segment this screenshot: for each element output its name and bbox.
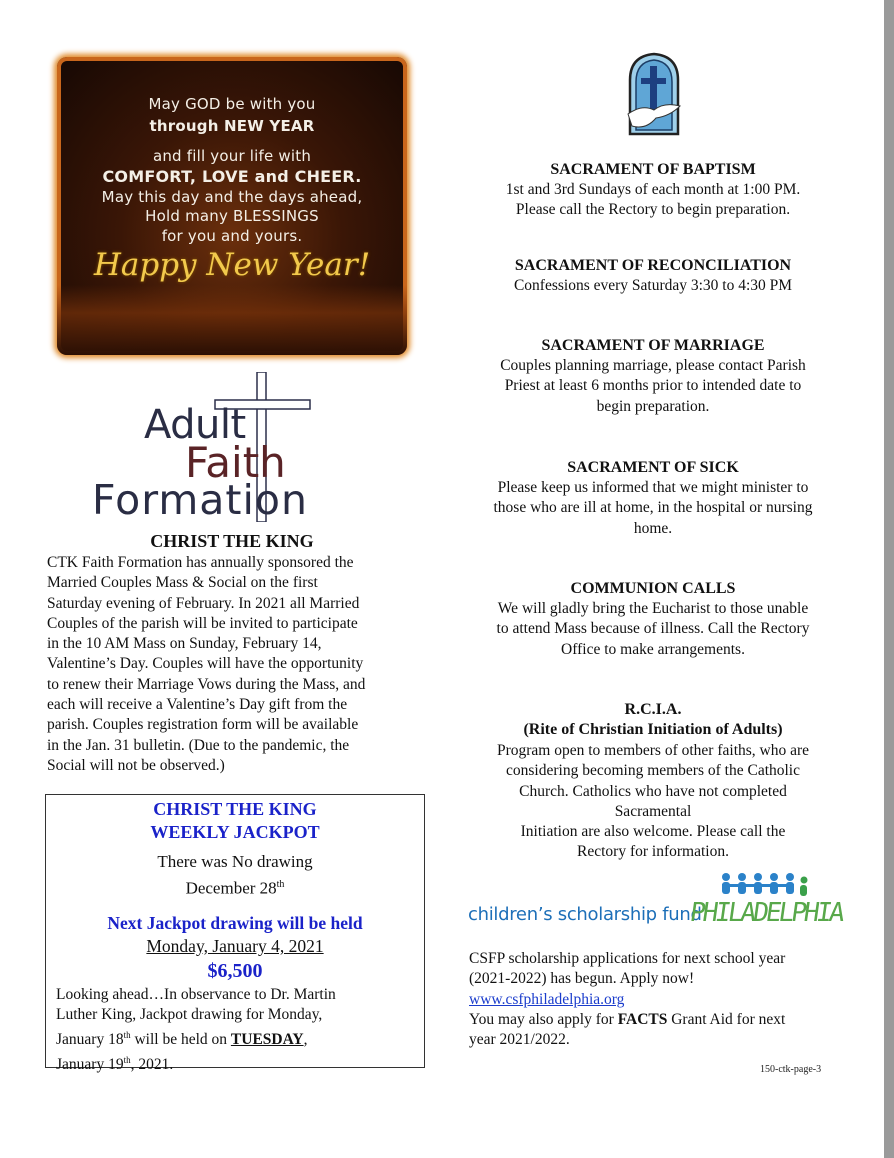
jackpot-tuesday: TUESDAY — [230, 1031, 304, 1049]
jackpot-ahead-line — [56, 1050, 416, 1075]
jackpot-ahead-line: Looking ahead…In observance to Dr. Martin — [56, 986, 336, 1003]
csf-text — [469, 949, 869, 1050]
csf-facts: FACTS — [617, 1010, 668, 1028]
jackpot-amount: $6,500 — [207, 960, 263, 982]
card-line-6: Hold many BLESSINGS — [145, 207, 319, 225]
ctk-line: Married Couples Mass & Social on the first — [47, 574, 318, 592]
rcia-line: considering becoming members of the Catholic — [506, 762, 800, 780]
jackpot-december-sup: th — [276, 879, 285, 890]
rcia-body — [455, 741, 851, 863]
jackpot-december-date: December 28 — [185, 878, 277, 898]
csf-line: (2021-2022) has begun. Apply now! — [469, 970, 695, 988]
logo-word-formation: Formation — [92, 476, 308, 524]
jackpot-december — [46, 874, 424, 900]
jackpot-date: Monday, January 4, 2021 — [146, 936, 324, 956]
jackpot-box — [45, 794, 425, 1074]
jackpot-date-wrap — [46, 935, 424, 957]
card-line-5: May this day and the days ahead, — [101, 188, 363, 206]
jackpot-ahead-sup: th — [123, 1055, 131, 1066]
jackpot-ahead-text: January 19 — [56, 1056, 124, 1074]
page-edge-shadow — [884, 0, 894, 1158]
sick-title: SACRAMENT OF SICK — [567, 459, 739, 476]
marriage-title: SACRAMENT OF MARRIAGE — [541, 337, 765, 354]
rcia-title: R.C.I.A. — [624, 701, 682, 718]
baptism-body — [455, 180, 851, 221]
rcia-line: Church. Catholics who have not completed — [519, 782, 787, 800]
jackpot-ahead-text: , 2021. — [130, 1056, 174, 1074]
sick-body — [455, 478, 851, 539]
ctk-line: Couples of the parish will be invited to participate — [47, 614, 358, 632]
jackpot-ahead-line: Luther King, Jackpot drawing for Monday, — [56, 1006, 323, 1023]
marriage-line: Priest at least 6 months prior to intended date to — [504, 377, 802, 395]
card-line-2: through NEW YEAR — [149, 117, 315, 135]
marriage-line: begin preparation. — [596, 397, 710, 415]
jackpot-title-2: WEEKLY JACKPOT — [150, 822, 320, 842]
sick-line: those who are ill at home, in the hospital or nursing — [493, 499, 813, 517]
csf-line — [469, 1010, 869, 1030]
ctk-line: CTK Faith Formation has annually sponsored the — [47, 554, 354, 571]
jackpot-looking-ahead — [56, 985, 416, 1075]
reconciliation-line: Confessions every Saturday 3:30 to 4:30 PM — [513, 277, 793, 294]
ctk-article-title: CHRIST THE KING — [150, 531, 314, 551]
reconciliation-body — [455, 276, 851, 296]
card-line-3: and fill your life with — [152, 147, 312, 165]
rcia-line: Sacramental — [614, 802, 692, 820]
card-line-4: COMFORT, LOVE and CHEER. — [102, 167, 362, 186]
logo-word-adult: Adult — [144, 402, 246, 448]
csf-line-text: Grant Aid for next — [667, 1010, 786, 1028]
communion-line: to attend Mass because of illness. Call the Rectory — [496, 620, 810, 638]
stained-glass-dove-icon — [626, 52, 682, 138]
card-crowd-glow — [57, 285, 407, 355]
ctk-line: to renew their Marriage Vows during the Mass, and — [47, 675, 366, 693]
csf-logo — [468, 870, 844, 950]
card-line-7: for you and yours. — [161, 227, 303, 245]
ctk-line: in the 10 AM Mass on Sunday, February 14, — [47, 635, 322, 653]
rcia-subtitle: (Rite of Christian Initiation of Adults) — [523, 721, 783, 738]
marriage-line: Couples planning marriage, please contact Parish — [500, 357, 806, 374]
communion-line: We will gladly bring the Eucharist to those unable — [497, 600, 809, 617]
ctk-line: Social will not be observed.) — [47, 756, 225, 774]
rcia-line: Program open to members of other faiths, who are — [496, 742, 810, 759]
ctk-line: in the Jan. 31 bulletin. (Due to the pandemic, the — [47, 736, 350, 754]
ctk-line: Saturday evening of February. In 2021 all Married — [47, 594, 360, 612]
ctk-line: Valentine’s Day. Couples will have the opportunity — [47, 655, 364, 673]
communion-title: COMMUNION CALLS — [570, 580, 736, 597]
jackpot-ahead-text: , — [303, 1031, 308, 1049]
reconciliation-title: SACRAMENT OF RECONCILIATION — [514, 257, 792, 274]
sick-line: home. — [633, 519, 673, 537]
jackpot-next-drawing: Next Jackpot drawing will be held — [107, 913, 363, 933]
marriage-body — [455, 356, 851, 417]
card-happy-new-year: Happy New Year! — [93, 247, 371, 283]
logo-word-faith: Faith — [185, 438, 286, 487]
page-footer: 150-ctk-page-3 — [760, 1064, 822, 1075]
communion-line: Office to make arrangements. — [561, 640, 745, 658]
jackpot-ahead-text: will be held on — [130, 1031, 231, 1049]
rcia-line: Rectory for information. — [577, 843, 729, 861]
csf-line: CSFP scholarship applications for next school year — [469, 950, 786, 967]
baptism-line: 1st and 3rd Sundays of each month at 1:00 PM. — [505, 181, 801, 198]
jackpot-title-1: CHRIST THE KING — [153, 799, 317, 819]
csf-logo-text: children’s scholarship fund — [468, 904, 702, 925]
rcia-line: Initiation are also welcome. Please call the — [520, 823, 786, 841]
ctk-line: each will receive a Valentine’s Day gift from the — [47, 696, 348, 714]
csf-logo-city: PHILADELPHIA — [687, 898, 844, 928]
ctk-line: parish. Couples registration form will be available — [47, 716, 359, 734]
jackpot-ahead-sup: th — [123, 1030, 131, 1040]
baptism-line: Please call the Rectory to begin preparation. — [515, 201, 791, 219]
card-line-1: May GOD be with you — [148, 95, 316, 113]
adult-faith-formation-logo — [90, 372, 370, 522]
communion-body — [455, 599, 851, 660]
csf-link[interactable]: www.csfphiladelphia.org — [469, 990, 625, 1008]
ctk-article-body — [47, 553, 427, 776]
jackpot-ahead-line — [56, 1025, 416, 1050]
baptism-title: SACRAMENT OF BAPTISM — [550, 161, 756, 178]
sick-line: Please keep us informed that we might minister to — [497, 479, 809, 496]
jackpot-no-drawing: There was No drawing — [157, 852, 313, 871]
csf-line-text: You may also apply for — [469, 1010, 618, 1028]
new-year-card-image — [57, 57, 407, 355]
jackpot-ahead-text: January 18 — [56, 1031, 124, 1049]
csf-line: year 2021/2022. — [469, 1031, 570, 1049]
